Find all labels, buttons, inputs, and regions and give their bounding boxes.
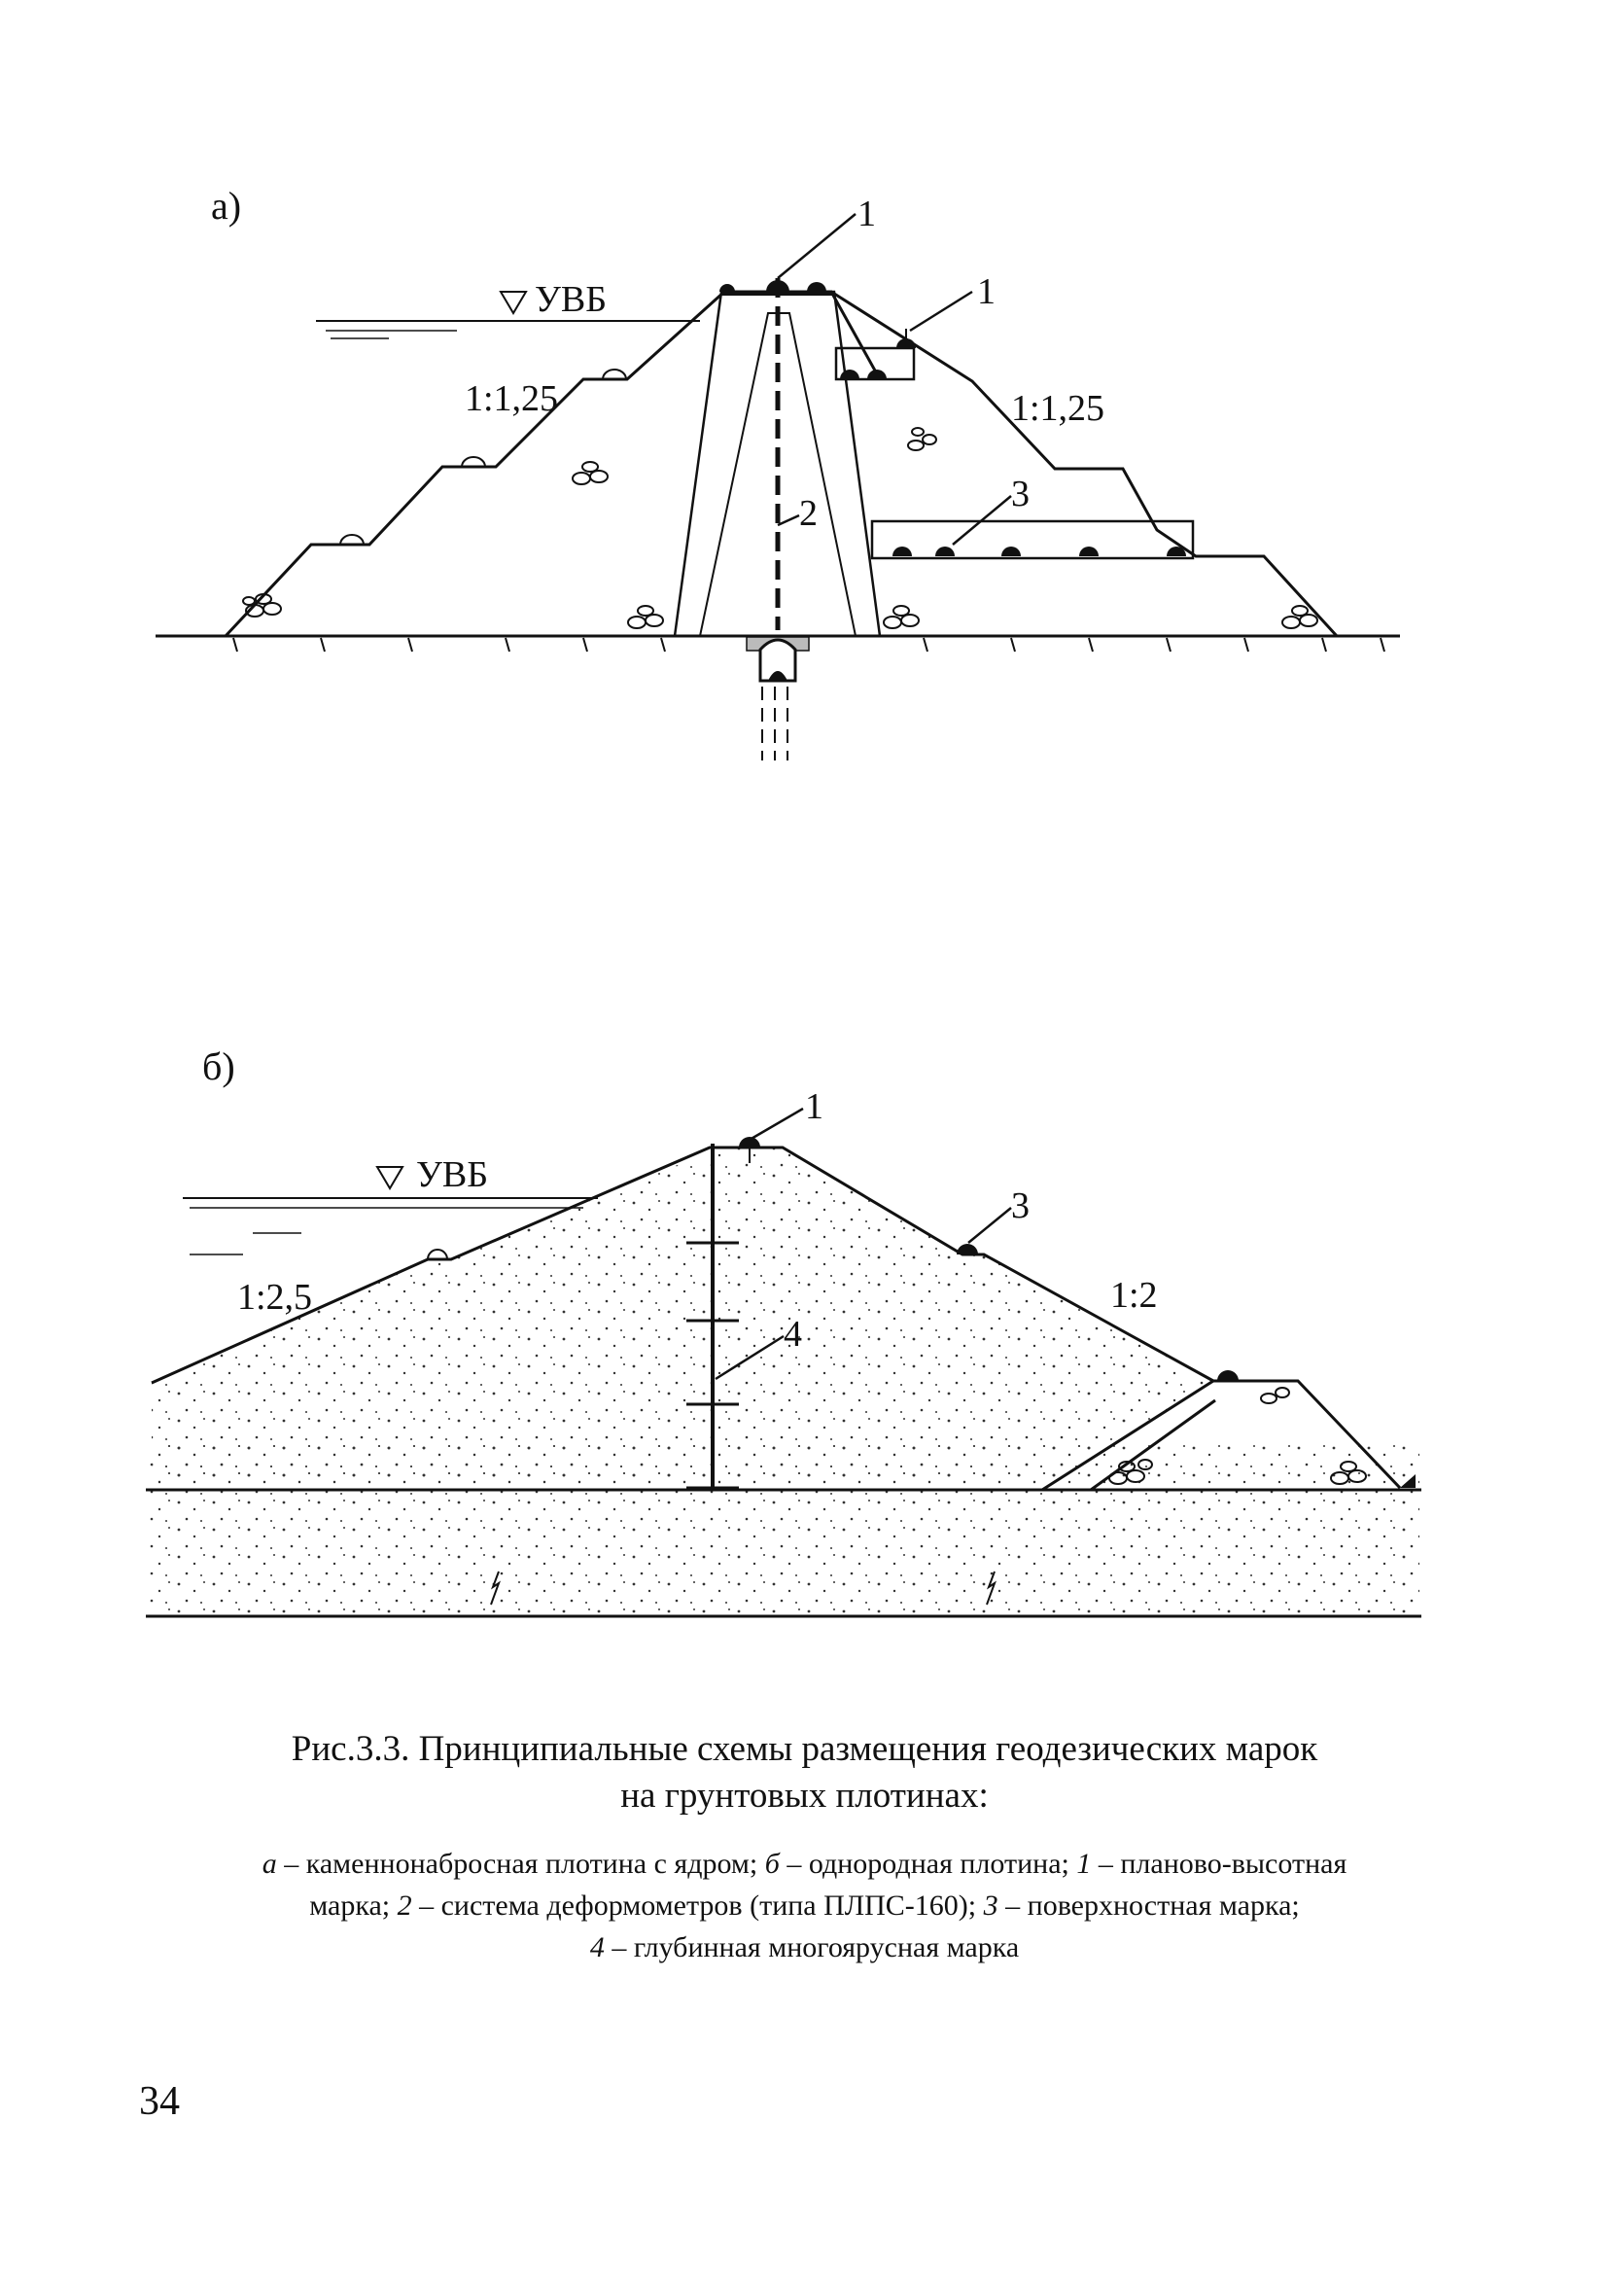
mark-icon [840,370,859,379]
figure-a-callout-1-top: 1 [857,194,876,234]
legend-line-3 [0,1926,1609,1968]
legend-text-1b: марка; [309,1890,398,1922]
figure-a-inspection-gallery [747,637,809,760]
page-number: 34 [139,2079,180,2124]
figure-a-panel-label: а) [211,184,242,228]
legend-key-b: б [764,1848,780,1880]
legend-line-1 [0,1843,1609,1885]
caption-line-1: Рис.3.3. Принципиальные схемы размещения геодезических марок [291,1729,1318,1769]
legend-text-a: – каменнонабросная плотина с ядром; [276,1848,765,1880]
legend-key-3: 3 [983,1890,998,1922]
figure-a-downstream-slope-label: 1:1,25 [1011,388,1105,429]
legend-text-b: – однородная плотина; [779,1848,1077,1880]
figure-a-water-surface [316,321,700,338]
legend-key-2: 2 [397,1890,412,1922]
figure-b-callout-3: 3 [1011,1185,1030,1226]
mark-icon [1079,547,1099,556]
legend-text-4: – глубинная многоярусная марка [604,1931,1020,1963]
figure-legend [0,1843,1609,1968]
legend-text-3: – поверхностная марка; [997,1890,1300,1922]
legend-key-4: 4 [589,1931,605,1963]
figure-a-callout-2: 2 [799,493,818,534]
caption-line-2: на грунтовых плотинах: [620,1776,989,1816]
mark-icon [1001,547,1021,556]
figure-b-water-level-marker [377,1154,488,1195]
figure-a-callout-3: 3 [1011,474,1030,514]
figure-b-water-level-label: УВБ [416,1154,489,1195]
legend-line-2 [0,1885,1609,1926]
mark-icon [1217,1370,1239,1381]
legend-key-1: 1 [1076,1848,1092,1880]
figure-a-dam-body [226,292,1337,636]
figure-b-callout-4: 4 [784,1314,802,1355]
mark-icon [719,284,735,292]
figure-caption [0,1726,1609,1819]
figure-a-water-level-marker [501,279,607,320]
mark-icon [867,370,887,379]
water-level-triangle-icon [377,1167,402,1188]
figure-a-rockfill-dam-with-core [0,165,1609,807]
mark-icon [766,280,789,292]
figure-b-downstream-slope-label: 1:2 [1110,1275,1158,1316]
legend-text-2: – система деформометров (типа ПЛПС-160); [411,1890,984,1922]
water-level-triangle-icon [501,292,526,313]
figure-a-upstream-slope-label: 1:1,25 [465,378,559,419]
figure-b-callout-1: 1 [805,1086,823,1127]
figure-b-upstream-slope-label: 1:2,5 [237,1277,313,1318]
figure-b-panel-label: б) [202,1044,235,1088]
figure-a-water-level-label: УВБ [535,279,608,320]
mark-icon [957,1244,978,1254]
figure-a-mark-platforms [836,348,1193,558]
mark-icon [892,547,912,556]
legend-key-a: а [262,1848,277,1880]
figure-b-homogeneous-dam [0,1031,1609,1653]
figure-a-callout-1-right: 1 [977,271,996,312]
mark-icon [935,547,955,556]
mark-icon [807,282,826,292]
legend-text-1: – планово-высотная [1091,1848,1347,1880]
